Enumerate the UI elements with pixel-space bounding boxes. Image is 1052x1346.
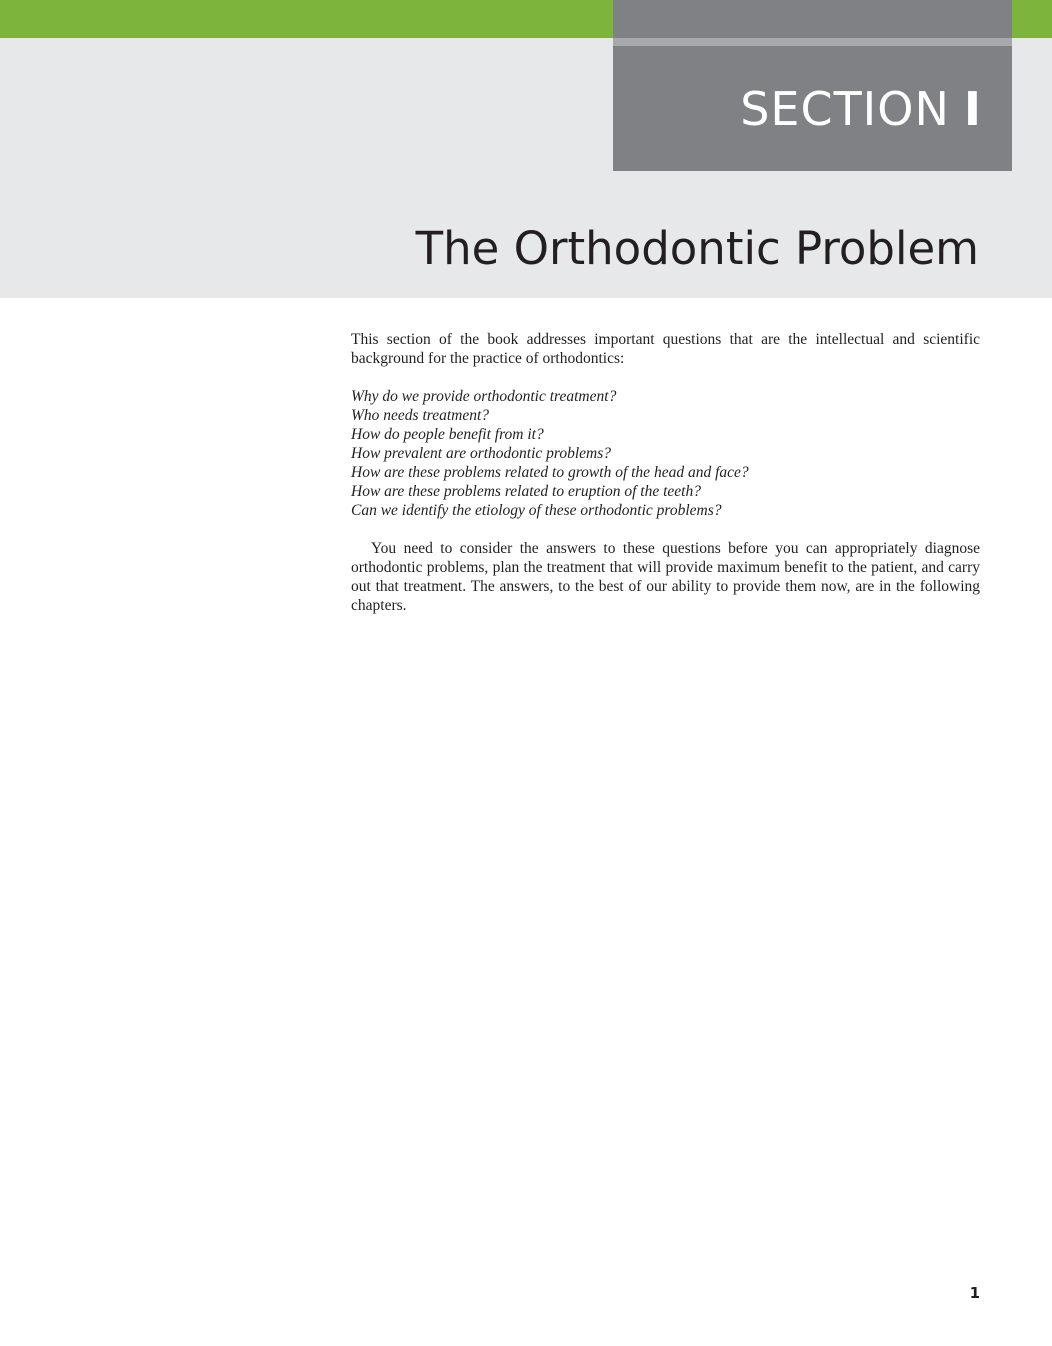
main-content (351, 330, 980, 615)
section-label-box (613, 0, 1012, 171)
section-word: SECTION (740, 82, 950, 136)
page-number: 1 (969, 1284, 980, 1302)
section-label (740, 82, 982, 136)
question-item: Who needs treatment? (351, 407, 490, 424)
question-item: How do people benefit from it? (351, 426, 544, 443)
question-item: Why do we provide orthodontic treatment? (351, 388, 617, 405)
question-item: How are these problems related to growth of the head and face? (351, 464, 749, 481)
closing-paragraph: You need to consider the answers to these questions before you can appropriately diagnose orthodontic problems, plan the treatment that will provide maximum benefit to the patient, and carry out that treatment. The answers, to the best of our ability to provide them now, are in the following chapters. (351, 540, 980, 614)
question-list (351, 387, 980, 520)
question-item: How prevalent are orthodontic problems? (351, 445, 612, 462)
intro-paragraph: This section of the book addresses important questions that are the intellectual and scientific background for the practice of orthodontics: (351, 331, 980, 367)
page-title: The Orthodontic Problem (415, 222, 979, 275)
question-item: How are these problems related to eruption of the teeth? (351, 483, 701, 500)
section-box-rule (613, 38, 1012, 46)
question-item: Can we identify the etiology of these orthodontic problems? (351, 502, 722, 519)
section-numeral: I (963, 82, 982, 136)
